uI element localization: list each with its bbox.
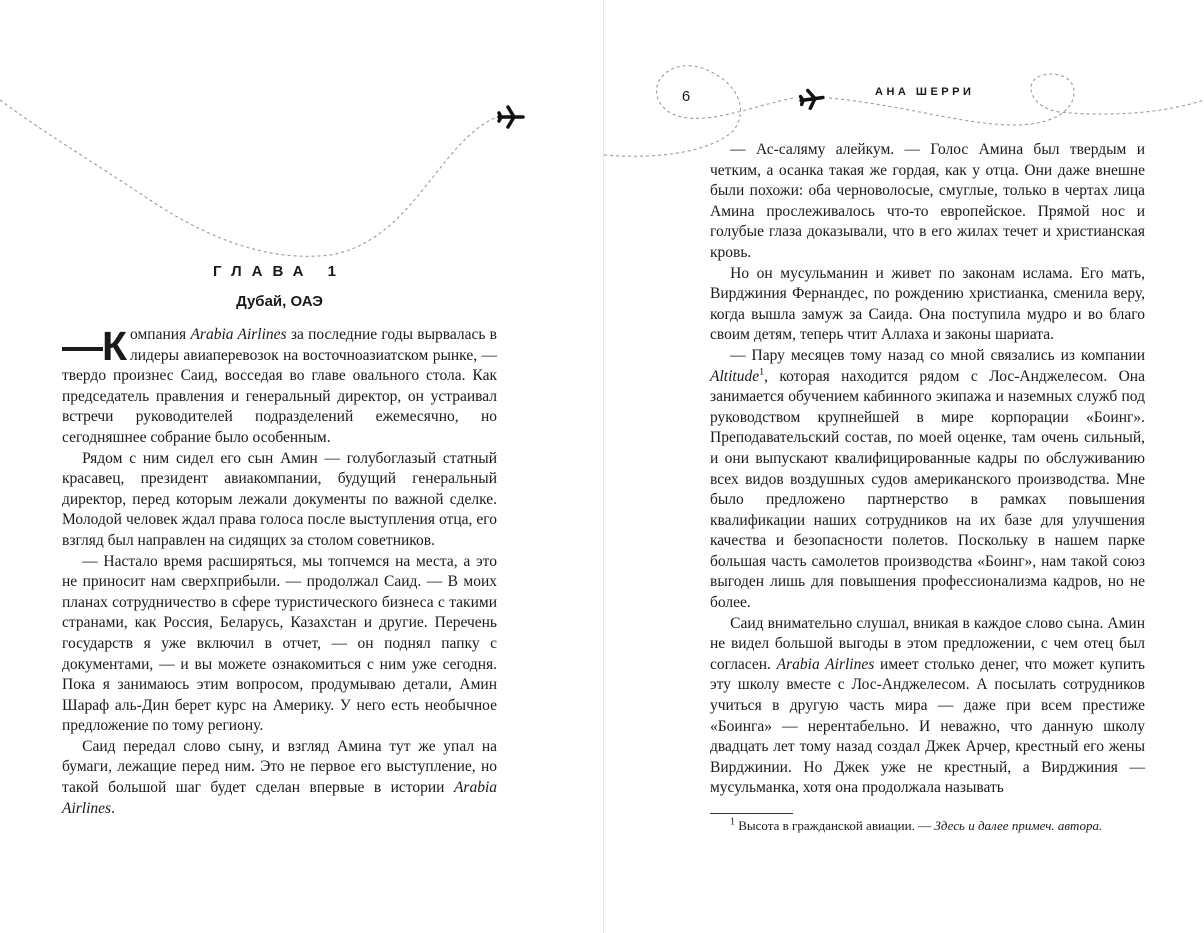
- paragraph: Но он мусульманин и живет по законам ислама. Его мать, Вирджиния Фернандес, по рождению христианка, сменила веру, когда вышла замуж за Саида. Она поступила мудро и во благо своим детям, теперь чтит Аллаха и законы шариата.: [710, 264, 1145, 344]
- paragraph: Рядом с ним сидел его сын Амин — голубоглазый статный красавец, президент авиакомпании, будущий генеральный директор, перед которым лежали документы по важной сделке. Молодой человек ждал права голоса после выступления отца, его взгляд был направлен на сидящих за столом советников.: [62, 449, 497, 549]
- right-body-text: [710, 140, 1145, 799]
- paragraph: Саид передал слово сыну, и взгляд Амина тут же упал на бумаги, лежащие перед ним. Это не первое его выступление, но такой большой шаг будет сделан впервые в истории Arabia Airlines.: [62, 737, 497, 817]
- airplane-icon: [800, 89, 824, 110]
- airplane-icon: [499, 107, 523, 127]
- paragraph: Саид внимательно слушал, вникая в каждое слово сына. Амин не видел большой выгоды в этом предложении, с чем отец был согласен. Arabia Airlines имеет столько денег, что может купить эту школу вместе с Лос-Анджелесом. А посылать сотрудников учиться в другую часть мира — даже при всем престиже «Боинга» — нерентабельно. И неважно, что данную школу двадцать лет тому назад создал Джек Арчер, крестный его жены Вирджинии. Но Джек уже не крестный, а Вирджиния — мусульманка, хотя она продолжала называть: [710, 614, 1146, 797]
- chapter-location: Дубай, ОАЭ: [236, 293, 323, 310]
- flight-path-decoration: [0, 0, 603, 260]
- footnote-reference[interactable]: 1: [759, 366, 765, 378]
- paragraph: — Настало время расширяться, мы топчемся на места, а это не приносит нам сверхприбыли. — продолжал Саид. — В моих планах сотрудничество в сфере туристического бизнеса с такими странами, как Россия, Беларусь, Казахстан и другие. Перечень государств я уже включил в отчет, — он поднял папку с документами, — и вы можете ознакомиться с ним уже сегодня. Пока я занимаюсь этим вопросом, продумываю детали, Амин Шараф аль-Дин берет курс на Америку. У него есть необычное предложение по тому региону.: [62, 552, 497, 735]
- drop-cap: —К: [62, 323, 127, 369]
- footnote: $^1$ Высота в гражданской авиации. — Здесь и далее примеч. автора.: [730, 816, 1103, 833]
- paragraph: — Ас-саляму алейкум. — Голос Амина был твердым и четким, а осанка такая же гордая, как у отца. Они даже внешне были похожи: оба черноволосые, смуглые, только в чертах лица Амина прослеживалось что-то европейское. Прямой нос и голубые глаза доказывали, что в его жилах течет и христианская кровь.: [710, 141, 1145, 261]
- footnote-rule: [710, 813, 793, 814]
- left-body-text: [62, 325, 497, 819]
- running-head: АНА ШЕРРИ: [875, 86, 975, 98]
- chapter-heading: ГЛАВА 1: [213, 263, 346, 280]
- page-number: 6: [681, 88, 691, 105]
- paragraph: — Пару месяцев тому назад со мной связались из компании Altitude$^1$, которая находится рядом с Лос-Анджелесом. Она занимается обучением кабинного экипажа и наземных служб под руководством крупнейшей в мире корпорации «Боинг». Преподавательский состав, по моей оценке, там очень сильный, и они выпускают квалифицированные кадры по обслуживанию всех видов воздушных судов американского производства. Мне было предложено партнерство в рамках повышения квалификации наших сотрудников на их базе для улучшения качества и безопасности полетов. Поскольку в нашем парке большая часть самолетов производства «Боинг», нам такой союз выгоден лишь для повышения профессионализма кадров, но не более.: [710, 346, 1145, 612]
- paragraph: —К омпания Arabia Airlines за последние годы вырвалась в лидеры авиаперевозок на восточноазиатском рынке, — твердо произнес Саид, восседая во главе овального стола. Как председатель правления и генеральный директор, он устраивал встречи руководителей подразделений ежемесячно, но сегодняшнее собрание было особенным.: [62, 323, 497, 446]
